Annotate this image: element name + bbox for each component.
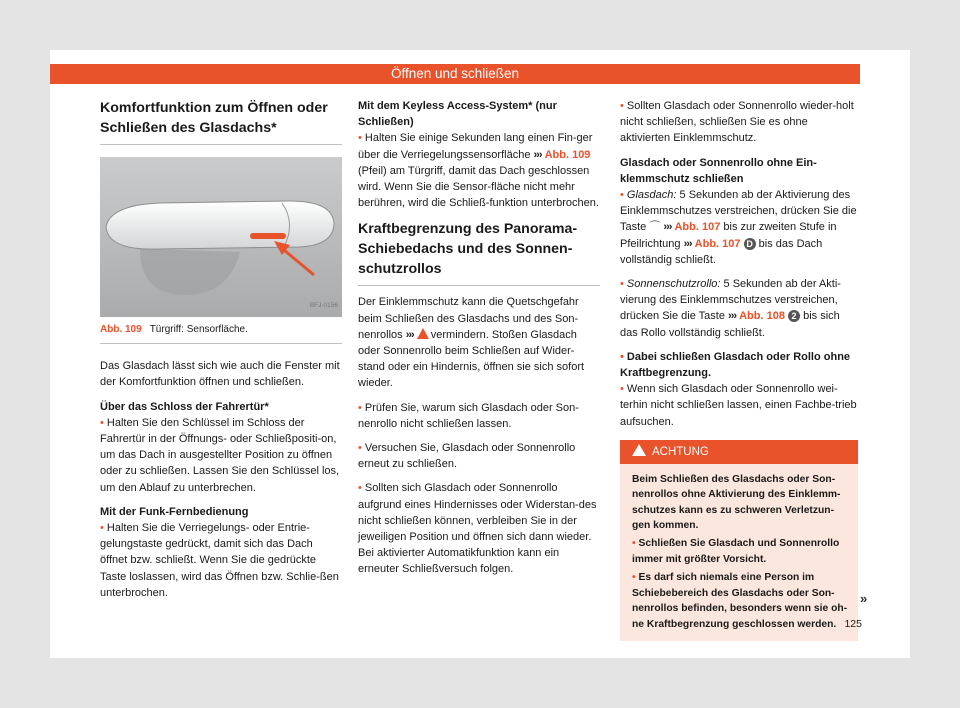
bullet-icon: • — [358, 442, 362, 455]
list-item — [100, 415, 342, 496]
warning-box — [620, 440, 858, 641]
bullet-icon: • — [358, 482, 362, 495]
item-label: Sonnenschutzrollo: — [626, 278, 721, 291]
list-item-text: Halten Sie einige Sekunden lang einen Fin-ger über die Verriegelungssensorfläche — [358, 132, 593, 161]
list-item-text: Dabei schließen Glasdach oder Rollo ohne Kraftbegrenzung. — [620, 350, 851, 380]
warning-triangle-icon[interactable] — [417, 328, 429, 339]
section-title-kraftbegrenzung: Kraftbegrenzung des Panorama-Schiebedachs und des Sonnen-schutzrollos — [358, 219, 600, 286]
list-item-text: Sollten Glasdach oder Sonnenrollo wieder-holt nicht schließen, schließen Sie es ohne aktivierten Einklemmschutz. — [620, 100, 854, 145]
list-item — [620, 349, 860, 381]
list-item-text: Wenn sich Glasdach oder Sonnenrollo wei-terhin nicht schließen lassen, einen Fachbe-trieb aufsuchen. — [620, 383, 857, 428]
list-item-text: bis das Dach vollständig schließt. — [620, 237, 823, 266]
bullet-icon: • — [100, 522, 104, 535]
continue-marker: » — [860, 591, 868, 606]
list-item — [620, 187, 860, 268]
list-item-text: Halten Sie die Verriegelungs- oder Entrie-gelungstaste gedrückt, damit sich das Dach öffnet bzw. schließt. Wenn Sie die gedrückte Taste loslassen, wird das Öffnen bzw. Schlie-ßen unterbrochen. — [100, 522, 339, 599]
roof-button-icon: ⌒ — [649, 221, 661, 234]
bullet-icon: • — [620, 383, 624, 396]
arrow-icon: ››› — [728, 310, 737, 323]
bullet-icon: • — [358, 132, 362, 145]
list-item — [358, 400, 600, 432]
column-3 — [620, 98, 860, 641]
bullet-icon: • — [620, 278, 624, 291]
column-2 — [358, 98, 600, 586]
warning-title: ACHTUNG — [652, 445, 709, 458]
list-item — [620, 98, 860, 147]
list-item — [620, 276, 860, 341]
warning-text: Beim Schließen des Glasdachs oder Son-nenrollos ohne Aktivierung des Einklemm-schutzes kann es zu schweren Verletzun-gen kommen. — [632, 473, 841, 532]
list-item-text: (Pfeil) am Türgriff, damit das Dach geschlossen wird. Wenn Sie die Sensor-fläche nicht mehr berühren, wird die Schließ-funktion unterbrochen. — [358, 164, 599, 210]
page-number: 125 — [844, 618, 862, 630]
warning-item-text: Es darf sich niemals eine Person im Schiebebereich des Glasdachs oder Son-nenrollos befinden, besonders wenn sie oh-ne Kraftbegrenzung geschlossen werden. — [632, 572, 848, 630]
bullet-icon: • — [100, 416, 104, 429]
figure-link[interactable]: Abb. 107 — [694, 237, 741, 250]
arrow-icon: ››› — [405, 328, 414, 341]
warning-item — [632, 570, 848, 632]
subheading-keyless: Mit dem Keyless Access-System* (nur Schließen) — [358, 100, 557, 129]
list-item-text: Versuchen Sie, Glasdach oder Sonnenrollo erneut zu schließen. — [358, 442, 576, 471]
door-handle-illustration — [100, 157, 342, 317]
bullet-icon: • — [632, 572, 636, 584]
list-item-text: 5 Sekunden ab der Aktivierung des Einklemmschutzes verstreichen, drücken Sie die Taste — [620, 189, 857, 234]
list-item-text: bis zur zweiten Stufe in Pfeilrichtung — [620, 221, 837, 250]
subheading-fahrertuer: Über das Schloss der Fahrertür* — [100, 400, 269, 413]
column-1 — [100, 98, 342, 609]
warning-item — [632, 536, 848, 567]
list-item-text: Sollten sich Glasdach oder Sonnenrollo aufgrund eines Hindernisses oder Widerstan-des nicht schließen können, verbleiben Sie in der jeweiligen Position und öffnen sich dann wieder. Bei aktivierter Automatikfunktion kann ein erneuter Schließversuch folgen. — [358, 482, 597, 576]
paragraph-text: vermindern. Stoßen Glasdach oder Sonnenrollo beim Schließen auf Wider-stand oder ein Hindernis, öffnen sie sich sofort wieder. — [358, 328, 585, 390]
figure-code: BFJ-0156 — [309, 301, 338, 309]
subheading-ohne-einklemmschutz: Glasdach oder Sonnenrollo ohne Ein-klemmschutz schließen — [620, 156, 817, 185]
list-item — [620, 381, 860, 430]
caption-ref: Abb. 109 — [100, 324, 142, 335]
list-item — [358, 480, 600, 577]
list-item-text: bis sich das Rollo vollständig schließt. — [620, 310, 840, 339]
list-item-text: 5 Sekunden ab der Akti-vierung des Einklemmschutzes verstreichen, drücken Sie die Taste — [620, 278, 841, 323]
bullet-icon: • — [632, 538, 636, 550]
list-item-text: Halten Sie den Schlüssel im Schloss der Fahrertür in der Öffnungs- oder Schließpositi-on, um das Dach in ausgestellter Position zu öffnen oder zu schließen. Lassen Sie den Schlüssel los, um den Ablauf zu unterbrechen. — [100, 416, 340, 494]
item-label: Glasdach: — [626, 189, 677, 202]
figure-link[interactable]: Abb. 107 — [674, 221, 721, 234]
section-title-komfortfunktion: Komfortfunktion zum Öffnen oder Schließen des Glasdachs* — [100, 98, 342, 145]
bullet-icon: • — [358, 401, 362, 414]
figure-link[interactable]: Abb. 108 — [739, 310, 785, 323]
warning-triangle-icon — [632, 444, 646, 456]
bullet-icon: • — [620, 100, 624, 112]
subheading-fernbedienung: Mit der Funk-Fernbedienung — [100, 505, 249, 518]
paragraph-text: Der Einklemmschutz kann die Quetschgefahr beim Schließen des Glasdachs und des Son-nenrollos — [358, 296, 579, 341]
paragraph-einklemmschutz — [358, 294, 600, 391]
bullet-icon: • — [620, 350, 624, 363]
list-item — [358, 130, 600, 211]
list-item-text: Prüfen Sie, warum sich Glasdach oder Son-nenrollo nicht schließen lassen. — [358, 401, 579, 430]
warning-body — [620, 464, 858, 641]
warning-header — [620, 440, 858, 464]
caption-text: Türgriff: Sensorfläche. — [149, 324, 248, 335]
intro-paragraph: Das Glasdach lässt sich wie auch die Fenster mit der Komfortfunktion öffnen und schließen. — [100, 360, 340, 389]
label-circle: D — [744, 238, 756, 250]
page-header: Öffnen und schließen — [50, 64, 860, 84]
arrow-icon: ››› — [683, 237, 692, 250]
warning-item-text: Schließen Sie Glasdach und Sonnenrollo immer mit größter Vorsicht. — [632, 538, 840, 565]
figure-caption — [100, 317, 342, 344]
label-circle: 2 — [788, 310, 800, 322]
door-handle-figure — [100, 157, 342, 317]
figure-link[interactable]: Abb. 109 — [544, 148, 591, 161]
bullet-icon: • — [620, 189, 624, 202]
arrow-icon: ››› — [663, 221, 672, 234]
list-item — [358, 440, 600, 472]
arrow-icon: ››› — [533, 148, 542, 161]
list-item — [100, 520, 342, 601]
